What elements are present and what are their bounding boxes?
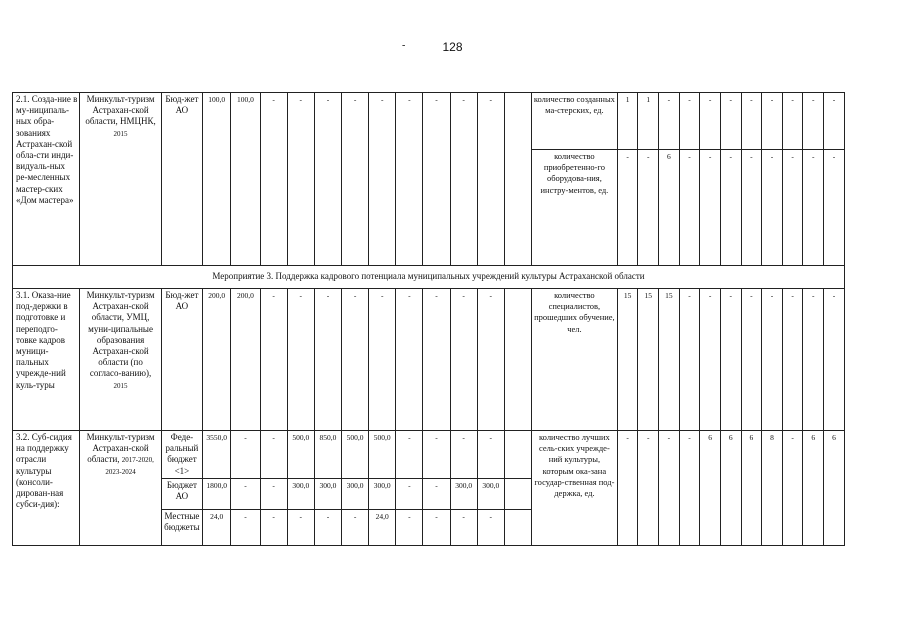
- indicator-value: -: [741, 289, 762, 431]
- funding-year-value: -: [260, 510, 287, 546]
- funding-year-value: -: [342, 289, 369, 431]
- funding-year-value: -: [314, 289, 341, 431]
- indicator-value: -: [679, 93, 700, 150]
- indicator-label: количество созданных ма-стерских, ед.: [532, 93, 618, 150]
- funding-year-value: -: [231, 510, 260, 546]
- indicator-value: -: [782, 289, 803, 431]
- funding-source: Бюд-жет АО: [161, 289, 202, 431]
- indicator-value: 15: [659, 289, 680, 431]
- indicator-value: -: [782, 150, 803, 266]
- funding-year-value: 500,0: [287, 431, 314, 479]
- indicator-value: -: [679, 431, 700, 546]
- funding-year-value: -: [423, 479, 450, 510]
- indicator-value: 6: [803, 431, 824, 546]
- funding-year-value: -: [314, 510, 341, 546]
- indicator-value: 15: [638, 289, 659, 431]
- indicator-value: 1: [617, 93, 638, 150]
- funding-year-value: -: [260, 93, 287, 266]
- funding-year-value: -: [260, 289, 287, 431]
- indicator-value: -: [700, 289, 721, 431]
- indicator-value: 15: [617, 289, 638, 431]
- executor-text: Минкульт-туризм Астрахан-ской области, НМЦНК,: [85, 94, 156, 127]
- funding-year-value: -: [231, 431, 260, 479]
- indicator-value: 6: [700, 431, 721, 546]
- funding-year-value: [504, 479, 531, 510]
- funding-total: 1800,0: [203, 479, 231, 510]
- funding-year-value: -: [477, 93, 504, 266]
- funding-total: 100,0: [203, 93, 231, 266]
- indicator-value: 6: [741, 431, 762, 546]
- funding-year-value: 500,0: [342, 431, 369, 479]
- funding-year-value: 24,0: [369, 510, 396, 546]
- funding-source: Феде-ральный бюджет <1>: [161, 431, 202, 479]
- funding-year-value: -: [260, 431, 287, 479]
- funding-year-value: -: [369, 289, 396, 431]
- header-mark: -: [402, 40, 406, 51]
- measure-name: 2.1. Созда-ние в му-ниципаль-ных обра-зованиях Астрахан-ской обла-сти инди-видуаль-ных ре-месленных мастер-ских «Дом мастера»: [13, 93, 80, 266]
- executor-text: Минкульт-туризм Астрахан-ской области,: [86, 432, 155, 465]
- funding-year-value: 300,0: [477, 479, 504, 510]
- indicator-label: количество приобретенно-го оборудова-ния, инстру-ментов, ед.: [532, 150, 618, 266]
- indicator-value: -: [803, 150, 824, 266]
- indicator-value: -: [824, 93, 845, 150]
- indicator-value: -: [824, 289, 845, 431]
- funding-year-value: -: [396, 431, 423, 479]
- funding-year-value: 300,0: [450, 479, 477, 510]
- funding-year-value: -: [396, 510, 423, 546]
- indicator-value: -: [700, 93, 721, 150]
- funding-year-value: 500,0: [369, 431, 396, 479]
- funding-year-value: -: [450, 510, 477, 546]
- indicator-value: -: [741, 93, 762, 150]
- indicator-value: -: [762, 150, 783, 266]
- executor-cell: [80, 93, 161, 266]
- executor-cell: [80, 431, 161, 546]
- funding-year-value: 300,0: [342, 479, 369, 510]
- indicator-label: количество специалистов, прошедших обучение, чел.: [532, 289, 618, 431]
- funding-year-value: -: [450, 289, 477, 431]
- funding-year-value: -: [314, 93, 341, 266]
- indicator-value: -: [782, 93, 803, 150]
- period-text: 2015: [113, 129, 128, 138]
- funding-year-value: -: [477, 289, 504, 431]
- funding-year-value: 200,0: [231, 289, 260, 431]
- indicator-value: -: [638, 431, 659, 546]
- table-row: [13, 93, 845, 150]
- indicator-value: 6: [720, 431, 741, 546]
- indicator-value: -: [782, 431, 803, 546]
- period-text: 2015: [113, 381, 128, 390]
- funding-year-value: 300,0: [369, 479, 396, 510]
- executor-text: Минкульт-туризм Астрахан-ской области, УМЦ, муни-ципальные образования Астрахан-ской области (по согласо-ванию),: [86, 290, 155, 379]
- funding-year-value: -: [396, 479, 423, 510]
- indicator-value: 6: [824, 431, 845, 546]
- program-table: [12, 92, 845, 546]
- funding-year-value: [504, 510, 531, 546]
- indicator-label: количество лучших сель-ских учрежде-ний культуры, которым ока-зана государ-ственная под-держка, ед.: [532, 431, 618, 546]
- funding-year-value: 300,0: [314, 479, 341, 510]
- indicator-value: -: [720, 289, 741, 431]
- indicator-value: -: [659, 431, 680, 546]
- indicator-value: -: [762, 289, 783, 431]
- funding-year-value: 100,0: [231, 93, 260, 266]
- table-row: [13, 431, 845, 479]
- funding-year-value: 850,0: [314, 431, 341, 479]
- event-heading: Мероприятие 3. Поддержка кадрового потенциала муниципальных учреждений культуры Астраханской области: [13, 266, 845, 289]
- funding-source: Местные бюджеты: [161, 510, 202, 546]
- funding-year-value: -: [423, 510, 450, 546]
- funding-year-value: -: [423, 431, 450, 479]
- period-text: 2017-2020, 2023-2024: [105, 456, 154, 476]
- funding-source: Бюджет АО: [161, 479, 202, 510]
- funding-year-value: -: [396, 289, 423, 431]
- funding-year-value: -: [423, 289, 450, 431]
- indicator-value: -: [638, 150, 659, 266]
- indicator-value: 8: [762, 431, 783, 546]
- indicator-value: -: [720, 93, 741, 150]
- indicator-value: -: [659, 93, 680, 150]
- measure-name: 3.2. Суб-сидия на поддержку отрасли культуры (консоли-дирован-ная субси-дия):: [13, 431, 80, 546]
- indicator-value: -: [679, 150, 700, 266]
- indicator-value: -: [700, 150, 721, 266]
- funding-year-value: -: [369, 93, 396, 266]
- funding-year-value: -: [287, 510, 314, 546]
- funding-year-value: -: [450, 431, 477, 479]
- funding-year-value: -: [287, 289, 314, 431]
- funding-year-value: 300,0: [287, 479, 314, 510]
- funding-source: Бюд-жет АО: [161, 93, 202, 266]
- funding-year-value: -: [477, 431, 504, 479]
- funding-year-value: -: [287, 93, 314, 266]
- funding-year-value: [504, 289, 531, 431]
- measure-name: 3.1. Оказа-ние под-держки в подготовке и переподго-товке кадров муници-пальных учрежде-ний куль-туры: [13, 289, 80, 431]
- funding-year-value: -: [342, 93, 369, 266]
- indicator-value: -: [803, 93, 824, 150]
- indicator-value: -: [679, 289, 700, 431]
- funding-year-value: -: [342, 510, 369, 546]
- funding-total: 3550,0: [203, 431, 231, 479]
- executor-cell: [80, 289, 161, 431]
- table-row: [13, 289, 845, 431]
- indicator-value: -: [762, 93, 783, 150]
- indicator-value: -: [824, 150, 845, 266]
- funding-year-value: [504, 431, 531, 479]
- indicator-value: -: [720, 150, 741, 266]
- indicator-value: -: [617, 431, 638, 546]
- indicator-value: -: [803, 289, 824, 431]
- funding-year-value: -: [423, 93, 450, 266]
- funding-total: 200,0: [203, 289, 231, 431]
- funding-year-value: -: [450, 93, 477, 266]
- funding-year-value: -: [260, 479, 287, 510]
- funding-total: 24,0: [203, 510, 231, 546]
- funding-year-value: [504, 93, 531, 266]
- indicator-value: 1: [638, 93, 659, 150]
- page-number: 128: [442, 40, 463, 54]
- table-row: [13, 266, 845, 289]
- funding-year-value: -: [477, 510, 504, 546]
- indicator-value: -: [741, 150, 762, 266]
- funding-year-value: -: [231, 479, 260, 510]
- indicator-value: -: [617, 150, 638, 266]
- funding-year-value: -: [396, 93, 423, 266]
- indicator-value: 6: [659, 150, 680, 266]
